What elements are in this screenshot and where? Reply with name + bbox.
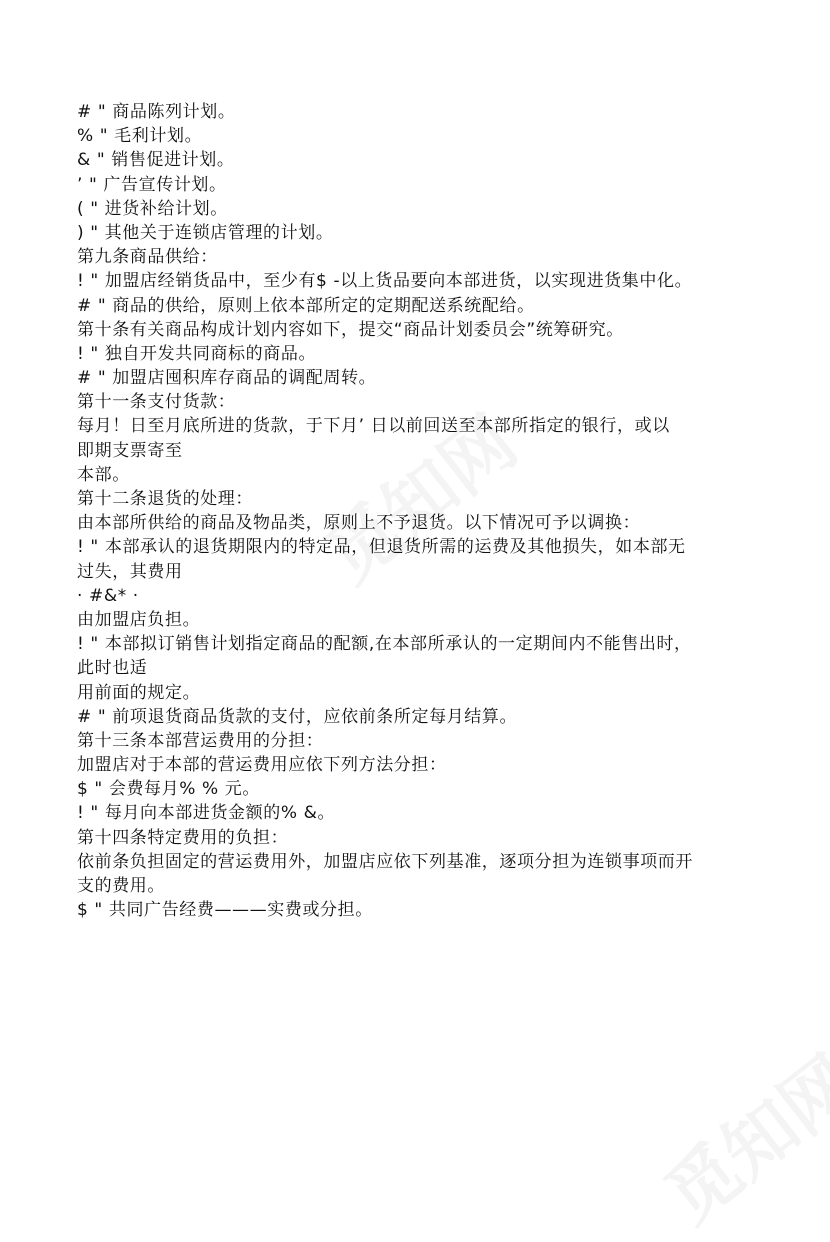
- text-line: ) " 其他关于连锁店管理的计划。: [77, 222, 334, 243]
- text-line: ! " 独自开发共同商标的商品。: [77, 343, 317, 364]
- text-line: # " 商品陈列计划。: [77, 102, 236, 122]
- text-line: # " 前项退货商品货款的支付，应依前条所定每月结算。: [77, 706, 518, 727]
- document-body: [77, 100, 767, 922]
- page-marker: · #&* ·: [77, 585, 139, 606]
- text-line: # " 商品的供给，原则上依本部所定的定期配送系统配给。: [77, 295, 535, 316]
- text-line: ’ " 广告宣传计划。: [77, 174, 227, 195]
- text-line: % " 毛利计划。: [77, 126, 203, 147]
- text-line: 过失，其费用: [77, 561, 183, 582]
- text-line: ! " 本部拟订销售计划指定商品的配额,在本部所承认的一定期间内不能售出时，: [77, 634, 692, 655]
- text-line: ! " 本部承认的退货期限内的特定品，但退货所需的运费及其他损失，如本部无: [77, 537, 686, 558]
- section-heading: 第十一条支付货款：: [77, 392, 236, 413]
- text-line: 依前条负担固定的营运费用外，加盟店应依下列基准，逐项分担为连锁事项而开: [77, 851, 693, 872]
- text-line: 本部。: [77, 464, 130, 485]
- section-heading: 第十四条特定费用的负担：: [77, 827, 289, 848]
- text-line: & " 销售促进计划。: [77, 150, 235, 171]
- text-line: ( " 进货补给计划。: [77, 198, 228, 219]
- text-line: 用前面的规定。: [77, 682, 201, 703]
- section-heading: 第九条商品供给：: [77, 247, 218, 268]
- section-heading: 第十二条退货的处理：: [77, 489, 253, 509]
- text-line: 即期支票寄至: [77, 440, 183, 461]
- watermark: [640, 1027, 830, 1242]
- text-line: 每月！日至月底所进的货款，于下月’ 日以前回送至本部所指定的银行，或以: [77, 416, 670, 437]
- text-line: 支的费用。: [77, 876, 165, 896]
- section-heading: 第十三条本部营运费用的分担：: [77, 730, 324, 751]
- text-line: $ " 会费每月% % 元。: [77, 779, 260, 800]
- section-heading: 第十条有关商品构成计划内容如下，提交“商品计划委员会”统筹研究。: [77, 319, 624, 340]
- text-line: ! " 加盟店经销货品中，至少有$ -以上货品要向本部进货，以实现进货集中化。: [77, 271, 693, 292]
- text-line: $ " 共同广告经费———实费或分担。: [77, 900, 373, 921]
- text-line: 由本部所供给的商品及物品类，原则上不予退货。以下情况可予以调换：: [77, 513, 641, 534]
- text-line: 由加盟店负担。: [77, 609, 201, 630]
- text-line: ! " 每月向本部进货金额的% &。: [77, 803, 336, 824]
- text-line: 此时也适: [77, 658, 148, 679]
- text-line: # " 加盟店囤积库存商品的调配周转。: [77, 368, 377, 389]
- text-line: 加盟店对于本部的营运费用应依下列方法分担：: [77, 755, 447, 776]
